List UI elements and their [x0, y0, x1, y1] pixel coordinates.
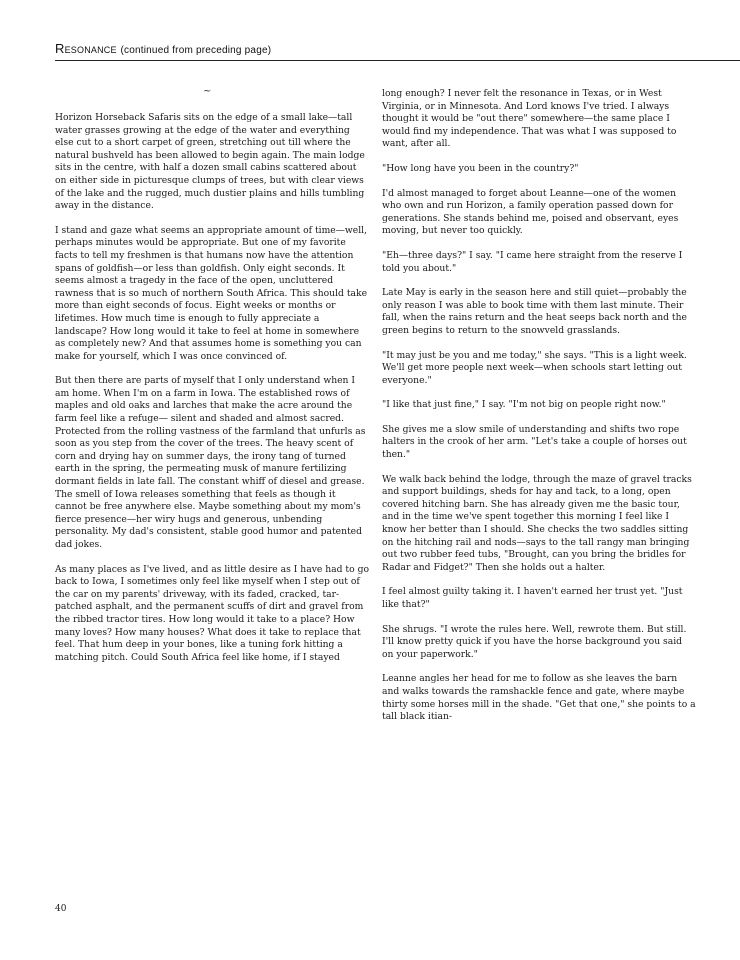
paragraph: She gives me a slow smile of understanding and shifts two rope halters in the crook of her arm. "Let's take a couple of horses out then.": [382, 423, 687, 461]
left-column: [55, 112, 369, 676]
paragraph: "It may just be you and me today," she says. "This is a light week. We'll get more people next week—when schools start letting out everyone.": [382, 349, 687, 386]
paragraph: "How long have you been in the country?": [382, 162, 579, 174]
paragraph: Horizon Horseback Safaris sits on the edge of a small lake—tall water grasses growing at the edge of the water and everything else cut to a short carpet of green, stretching out till where the natural bushveld has been allowed to begin again. The main lodge sits in the centre, with half a dozen small cabins scattered about on either side in picturesque clumps of trees, but with clear views of the lake and the rugged, much dustier plains and hills tumbling away in the distance.: [55, 112, 365, 212]
running-header-title: [55, 41, 271, 56]
paragraph: I stand and gaze what seems an appropriate amount of time—well, perhaps minutes would be appropriate. But one of my favorite facts to tell my freshmen is that humans now have the attention spans of goldfish—or less than goldfish. Only eight seconds. It seems almost a tragedy in the face of the open, uncluttered rawness that is so much of northern South Africa. This should take more than eight seconds of focus. Eight weeks or months or lifetimes. How much time is enough to fully appreciate a landscape? How long would it take to feel at home in somewhere as completely new? And that assumes home is something you can make for yourself, which I was once convinced of.: [55, 224, 368, 362]
section-ornament: ~: [203, 86, 212, 97]
paragraph: "I like that just fine," I say. "I'm not big on people right now.": [382, 399, 666, 411]
paragraph: She shrugs. "I wrote the rules here. Well, rewrote them. But still. I'll know pretty quick if you have the horse background you said on your paperwork.": [382, 623, 687, 660]
journal-title: Resonance: [55, 41, 117, 56]
paragraph: But then there are parts of myself that I only understand when I am home. When I'm on a farm in Iowa. The established rows of maples and old oaks and larches that make the acre around the farm feel like a refuge— silent and shaded and almost sacred. Protected from the rolling vastness of the farmland that unfurls as soon as you step from the cover of the trees. The heavy scent of corn and drying hay on summer days, the irony tang of turned earth in the spring, the permeating musk of manure fertilizing dormant fields in late fall. The constant whiff of diesel and grease. The smell of Iowa releases something that feels as though it cannot be free anywhere else. Maybe something about my mom's fierce presence—her wiry hugs and generous, unbending personality. My dad's consistent, stable good humor and patented dad jokes.: [55, 375, 366, 550]
page-number: 40: [55, 904, 67, 914]
right-column: [382, 88, 696, 736]
paragraph: I feel almost guilty taking it. I haven't earned her trust yet. "Just like that?": [382, 586, 683, 610]
continuation-note: (continued from preceding page): [120, 45, 272, 56]
paragraph: I'd almost managed to forget about Leanne—one of the women who own and run Horizon, a family operation passed down for generations. She stands behind me, poised and observant, eyes moving, but never too quickly.: [382, 187, 679, 237]
paragraph: "Eh—three days?" I say. "I came here straight from the reserve I told you about.": [382, 249, 683, 274]
paragraph: Leanne angles her head for me to follow as she leaves the barn and walks towards the ramshackle fence and gate, where maybe thirty some horses mill in the shade. "Get that one," she points to a tall black itian-: [382, 673, 696, 723]
paragraph: Late May is early in the season here and still quiet—probably the only reason I was able to book time with them last minute. Their fall, when the rains return and the heat seeps back north and the green begins to return to the snowveld grasslands.: [382, 287, 687, 336]
paragraph: long enough? I never felt the resonance in Texas, or in West Virginia, or in Minnesota. And Lord knows I've tried. I always thought it would be "out there" somewhere—the same place I would find my independence. That was what I was supposed to want, after all.: [382, 88, 677, 150]
running-header: [55, 40, 740, 62]
paragraph: We walk back behind the lodge, through the maze of gravel tracks and support buildings, sheds for hay and tack, to a long, open covered hitching barn. She has already given me the basic tour, and in the time we've spent together this morning I feel like I know her better than I should. She checks the two saddles sitting on the hitching rail and nods—says to the tall rangy man bringing out two rubber feed tubs, "Brought, can you bring the bridles for Radar and Fidget?" Then she holds out a halter.: [382, 473, 692, 573]
header-rule: [55, 60, 740, 61]
paragraph: As many places as I've lived, and as little desire as I have had to go back to Iowa, I sometimes only feel like myself when I step out of the car on my parents' driveway, with its faded, cracked, tar-patched asphalt, and the permanent scuffs of dirt and gravel from the ribbed tractor tires. How long would it take to a place? How many loves? How many houses? What does it take to replace that feel. That hum deep in your bones, like a tuning fork hitting a matching pitch. Could South Africa feel like home, if I stayed: [55, 563, 369, 663]
